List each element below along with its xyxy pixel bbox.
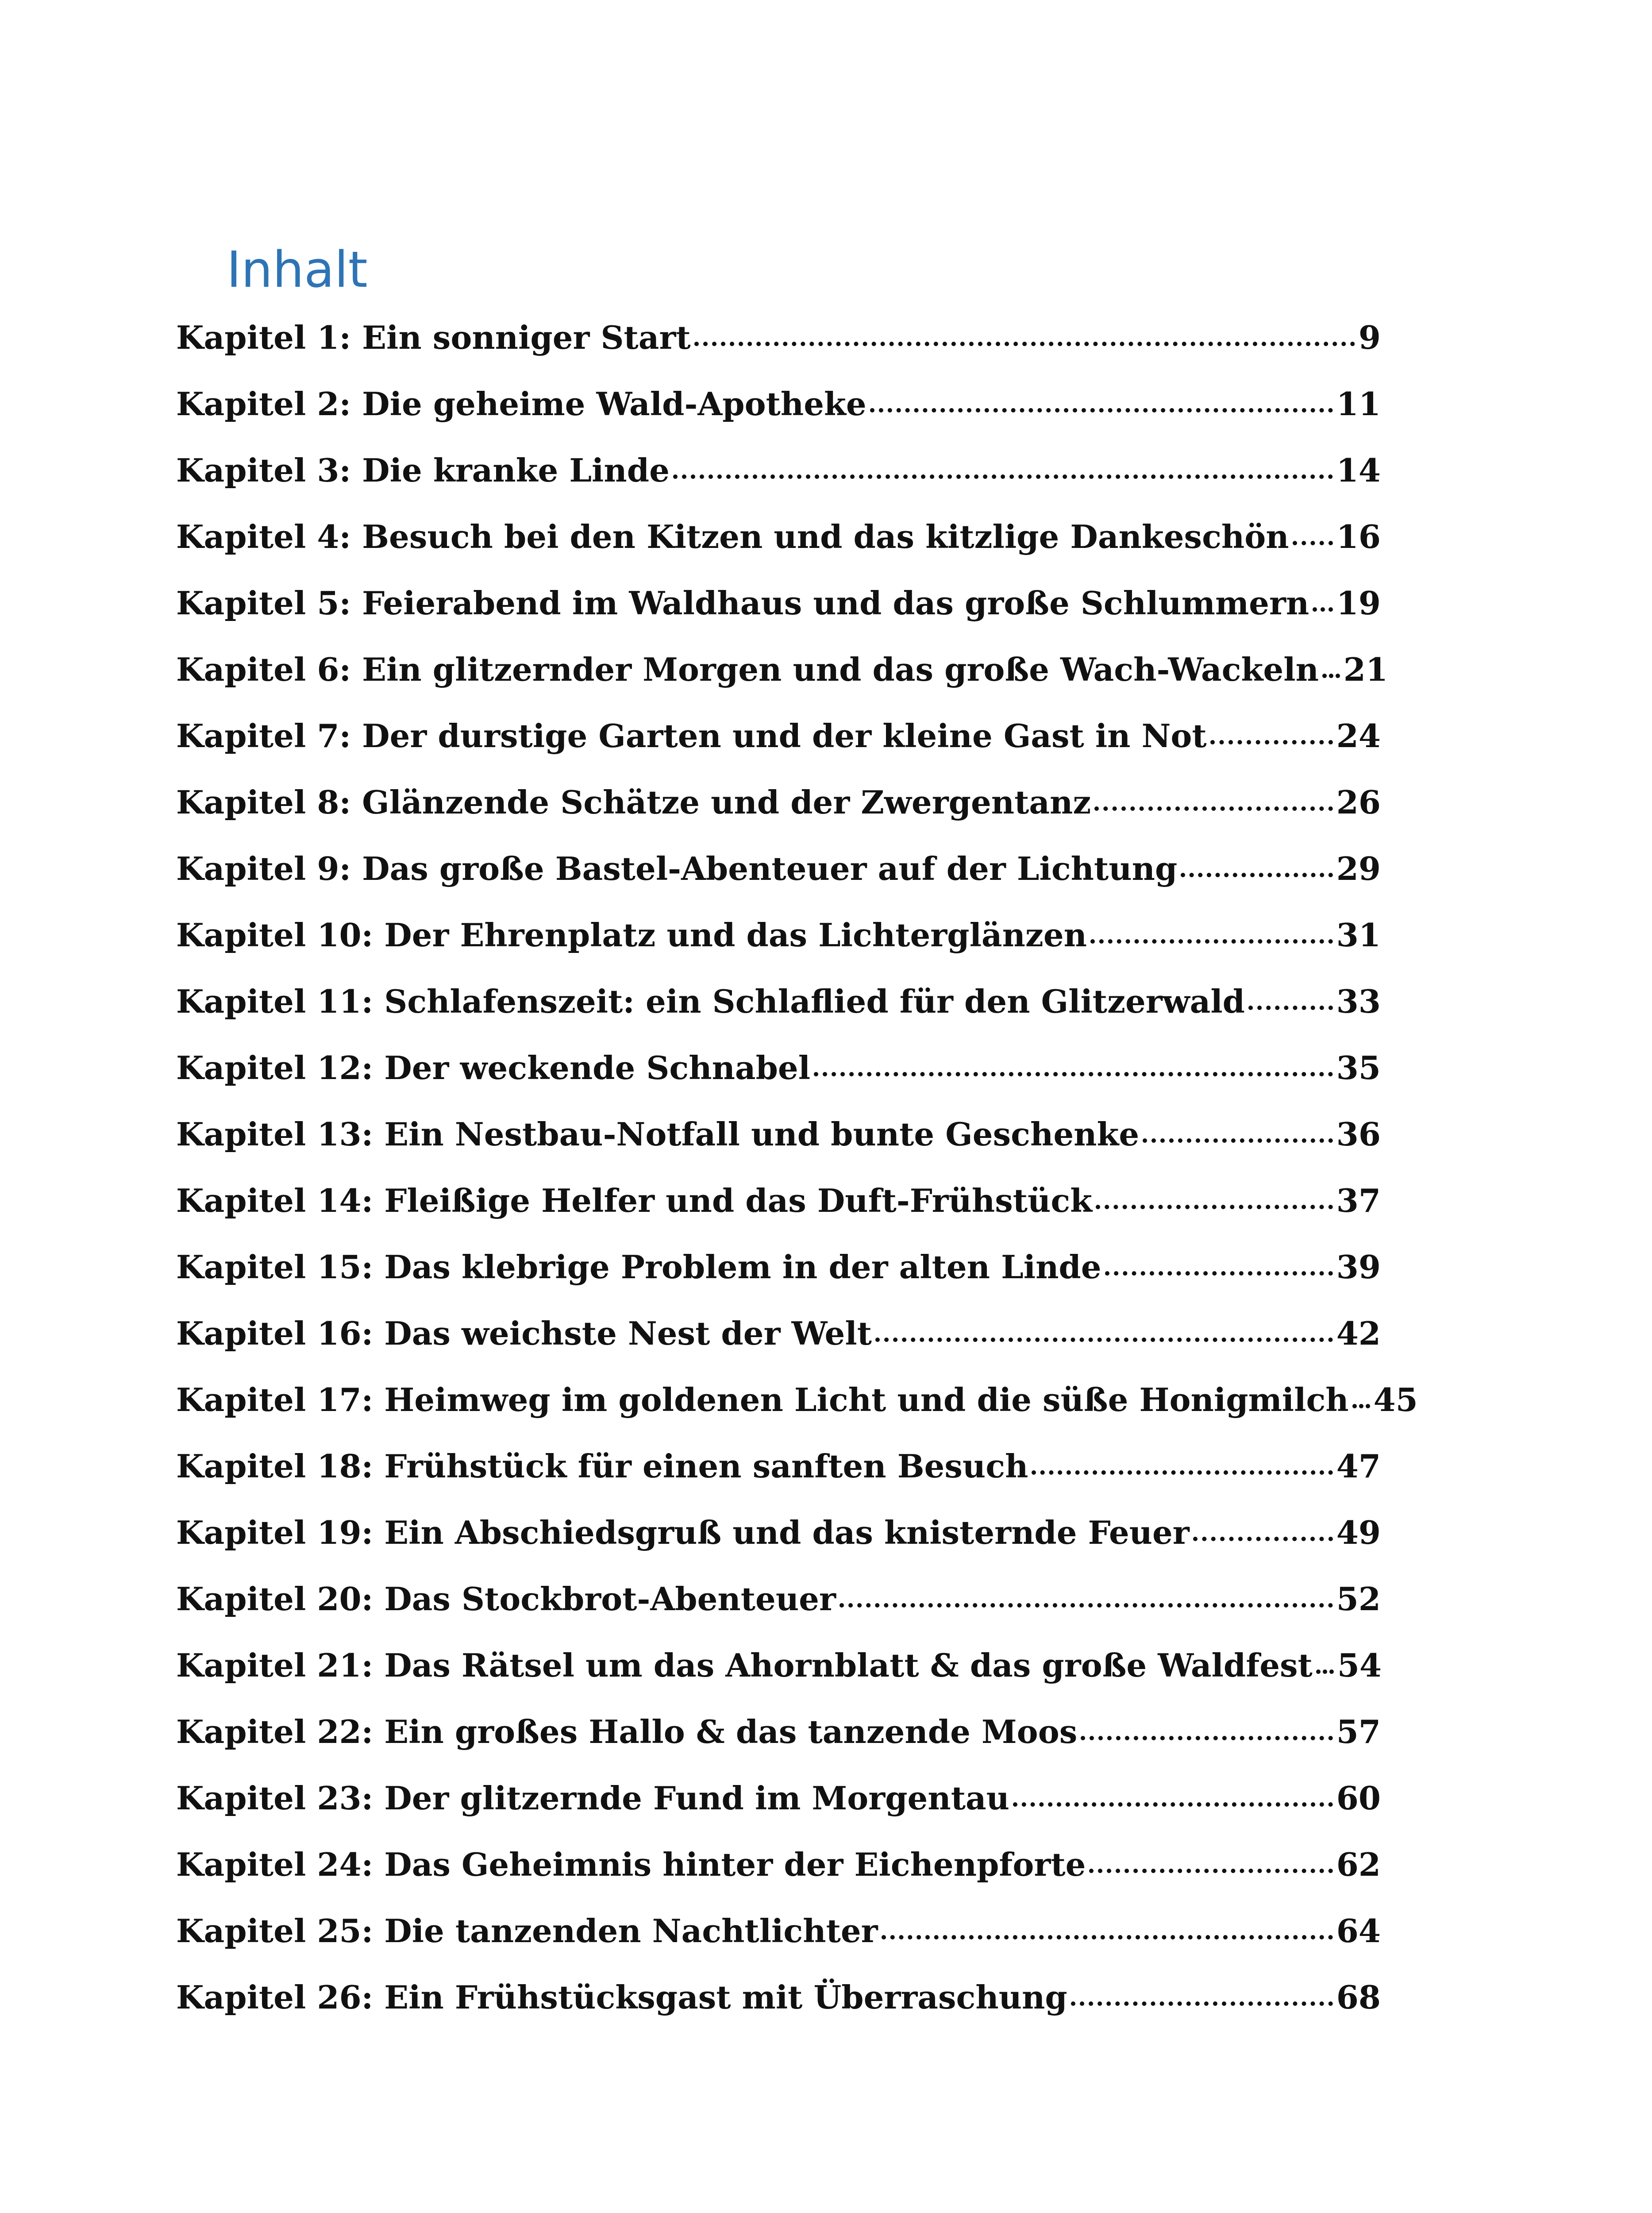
toc-entry-page-number: 49 xyxy=(1336,1514,1381,1551)
toc-entry-title: Kapitel 17: Heimweg im goldenen Licht und die süße Honigmilch xyxy=(176,1381,1349,1419)
dot-leader xyxy=(694,342,1355,346)
toc-entry-title: Kapitel 8: Glänzende Schätze und der Zwergentanz xyxy=(176,783,1091,821)
toc-entry-title: Kapitel 16: Das weichste Nest der Welt xyxy=(176,1315,872,1352)
toc-entry-page-number: 21 xyxy=(1343,651,1388,688)
toc-entry-page-number: 19 xyxy=(1336,584,1381,622)
toc-entry[interactable] xyxy=(176,850,1381,916)
dot-leader xyxy=(1081,1736,1333,1740)
toc-entry[interactable] xyxy=(176,1580,1381,1646)
toc-entry-page-number: 24 xyxy=(1336,717,1381,755)
toc-entry-title: Kapitel 11: Schlafenszeit: ein Schlaflied für den Glitzerwald xyxy=(176,983,1245,1020)
dot-leader xyxy=(1096,1205,1333,1209)
toc-entry-title: Kapitel 18: Frühstück für einen sanften Besuch xyxy=(176,1447,1028,1485)
dot-leader xyxy=(1210,740,1333,744)
toc-entry-page-number: 47 xyxy=(1336,1447,1381,1485)
toc-entry-page-number: 37 xyxy=(1336,1182,1381,1219)
toc-entry[interactable] xyxy=(176,319,1381,385)
toc-entry-page-number: 42 xyxy=(1336,1315,1381,1352)
toc-entry[interactable] xyxy=(176,1779,1381,1846)
toc-entry-page-number: 11 xyxy=(1336,385,1381,423)
toc-entry[interactable] xyxy=(176,651,1388,717)
toc-entry-page-number: 54 xyxy=(1337,1646,1382,1684)
dot-leader xyxy=(1322,674,1340,678)
toc-entry-page-number: 39 xyxy=(1336,1248,1381,1286)
toc-entry-page-number: 26 xyxy=(1336,783,1381,821)
toc-entry-title: Kapitel 3: Die kranke Linde xyxy=(176,451,670,489)
toc-heading: Inhalt xyxy=(227,241,368,299)
toc-entry[interactable] xyxy=(176,1978,1381,2045)
toc-list xyxy=(176,319,1418,2045)
toc-entry-page-number: 16 xyxy=(1336,518,1381,555)
toc-entry[interactable] xyxy=(176,717,1381,783)
toc-entry-page-number: 45 xyxy=(1373,1381,1418,1419)
toc-entry[interactable] xyxy=(176,1646,1381,1713)
dot-leader xyxy=(1105,1271,1333,1276)
toc-entry[interactable] xyxy=(176,1381,1418,1447)
toc-entry-title: Kapitel 6: Ein glitzernder Morgen und das große Wach-Wackeln xyxy=(176,651,1319,688)
toc-entry[interactable] xyxy=(176,451,1381,518)
toc-entry[interactable] xyxy=(176,518,1381,584)
toc-entry-title: Kapitel 19: Ein Abschiedsgruß und das knisternde Feuer xyxy=(176,1514,1190,1551)
toc-entry-page-number: 29 xyxy=(1336,850,1381,887)
toc-entry[interactable] xyxy=(176,983,1381,1049)
toc-entry[interactable] xyxy=(176,385,1381,451)
toc-entry-page-number: 36 xyxy=(1336,1115,1381,1153)
dot-leader xyxy=(1032,1470,1332,1475)
dot-leader xyxy=(1143,1138,1333,1143)
toc-entry[interactable] xyxy=(176,1248,1381,1315)
dot-leader xyxy=(1090,939,1333,944)
dot-leader xyxy=(1013,1802,1333,1807)
toc-entry-title: Kapitel 2: Die geheime Wald-Apotheke xyxy=(176,385,866,423)
toc-entry-page-number: 31 xyxy=(1336,916,1381,954)
toc-entry-title: Kapitel 10: Der Ehrenplatz und das Lichterglänzen xyxy=(176,916,1087,954)
toc-entry-title: Kapitel 24: Das Geheimnis hinter der Eichenpforte xyxy=(176,1846,1086,1883)
toc-entry-title: Kapitel 23: Der glitzernde Fund im Morgentau xyxy=(176,1779,1009,1817)
toc-entry-title: Kapitel 25: Die tanzenden Nachtlichter xyxy=(176,1912,878,1950)
toc-entry-title: Kapitel 15: Das klebrige Problem in der alten Linde xyxy=(176,1248,1101,1286)
dot-leader xyxy=(1181,873,1332,877)
toc-entry-title: Kapitel 13: Ein Nestbau-Notfall und bunte Geschenke xyxy=(176,1115,1140,1153)
toc-entry[interactable] xyxy=(176,1514,1381,1580)
toc-entry-title: Kapitel 20: Das Stockbrot-Abenteuer xyxy=(176,1580,836,1618)
toc-entry[interactable] xyxy=(176,1049,1381,1115)
toc-entry-title: Kapitel 12: Der weckende Schnabel xyxy=(176,1049,811,1087)
dot-leader xyxy=(1248,1006,1333,1010)
toc-entry-title: Kapitel 1: Ein sonniger Start xyxy=(176,319,691,356)
toc-entry[interactable] xyxy=(176,1115,1381,1182)
toc-entry-title: Kapitel 5: Feierabend im Waldhaus und das große Schlummern xyxy=(176,584,1309,622)
toc-entry-page-number: 62 xyxy=(1336,1846,1381,1883)
dot-leader xyxy=(875,1338,1333,1342)
toc-entry-page-number: 60 xyxy=(1336,1779,1381,1817)
dot-leader xyxy=(814,1072,1333,1076)
toc-entry-page-number: 68 xyxy=(1336,1978,1381,2016)
toc-entry-page-number: 57 xyxy=(1336,1713,1381,1750)
toc-entry-title: Kapitel 21: Das Rätsel um das Ahornblatt & das große Waldfest xyxy=(176,1646,1313,1684)
toc-entry-title: Kapitel 26: Ein Frühstücksgast mit Überraschung xyxy=(176,1978,1067,2016)
toc-entry[interactable] xyxy=(176,1846,1381,1912)
toc-entry-page-number: 64 xyxy=(1336,1912,1381,1950)
dot-leader xyxy=(870,408,1333,413)
dot-leader xyxy=(1094,806,1333,811)
dot-leader xyxy=(1316,1669,1334,1674)
toc-entry[interactable] xyxy=(176,783,1381,850)
dot-leader xyxy=(882,1935,1333,1939)
toc-entry[interactable] xyxy=(176,1912,1381,1978)
toc-entry[interactable] xyxy=(176,1182,1381,1248)
dot-leader xyxy=(1089,1869,1332,1873)
toc-entry-title: Kapitel 4: Besuch bei den Kitzen und das kitzlige Dankeschön xyxy=(176,518,1289,555)
toc-entry-title: Kapitel 7: Der durstige Garten und der kleine Gast in Not xyxy=(176,717,1207,755)
dot-leader xyxy=(1193,1537,1333,1541)
toc-entry-page-number: 52 xyxy=(1336,1580,1381,1618)
toc-entry[interactable] xyxy=(176,1315,1381,1381)
toc-entry-page-number: 35 xyxy=(1336,1049,1381,1087)
dot-leader xyxy=(1352,1404,1370,1408)
toc-entry[interactable] xyxy=(176,916,1381,983)
toc-entry-page-number: 14 xyxy=(1336,451,1381,489)
toc-entry[interactable] xyxy=(176,1713,1381,1779)
toc-entry-title: Kapitel 22: Ein großes Hallo & das tanzende Moos xyxy=(176,1713,1078,1750)
toc-entry-page-number: 9 xyxy=(1358,319,1381,356)
toc-entry-title: Kapitel 9: Das große Bastel-Abenteuer auf der Lichtung xyxy=(176,850,1178,887)
dot-leader xyxy=(673,474,1333,479)
toc-entry[interactable] xyxy=(176,584,1381,651)
dot-leader xyxy=(1071,2001,1333,2006)
toc-entry-page-number: 33 xyxy=(1336,983,1381,1020)
toc-entry[interactable] xyxy=(176,1447,1381,1514)
dot-leader xyxy=(1313,607,1333,612)
dot-leader xyxy=(839,1603,1333,1608)
toc-entry-title: Kapitel 14: Fleißige Helfer und das Duft-Frühstück xyxy=(176,1182,1093,1219)
dot-leader xyxy=(1293,541,1333,545)
